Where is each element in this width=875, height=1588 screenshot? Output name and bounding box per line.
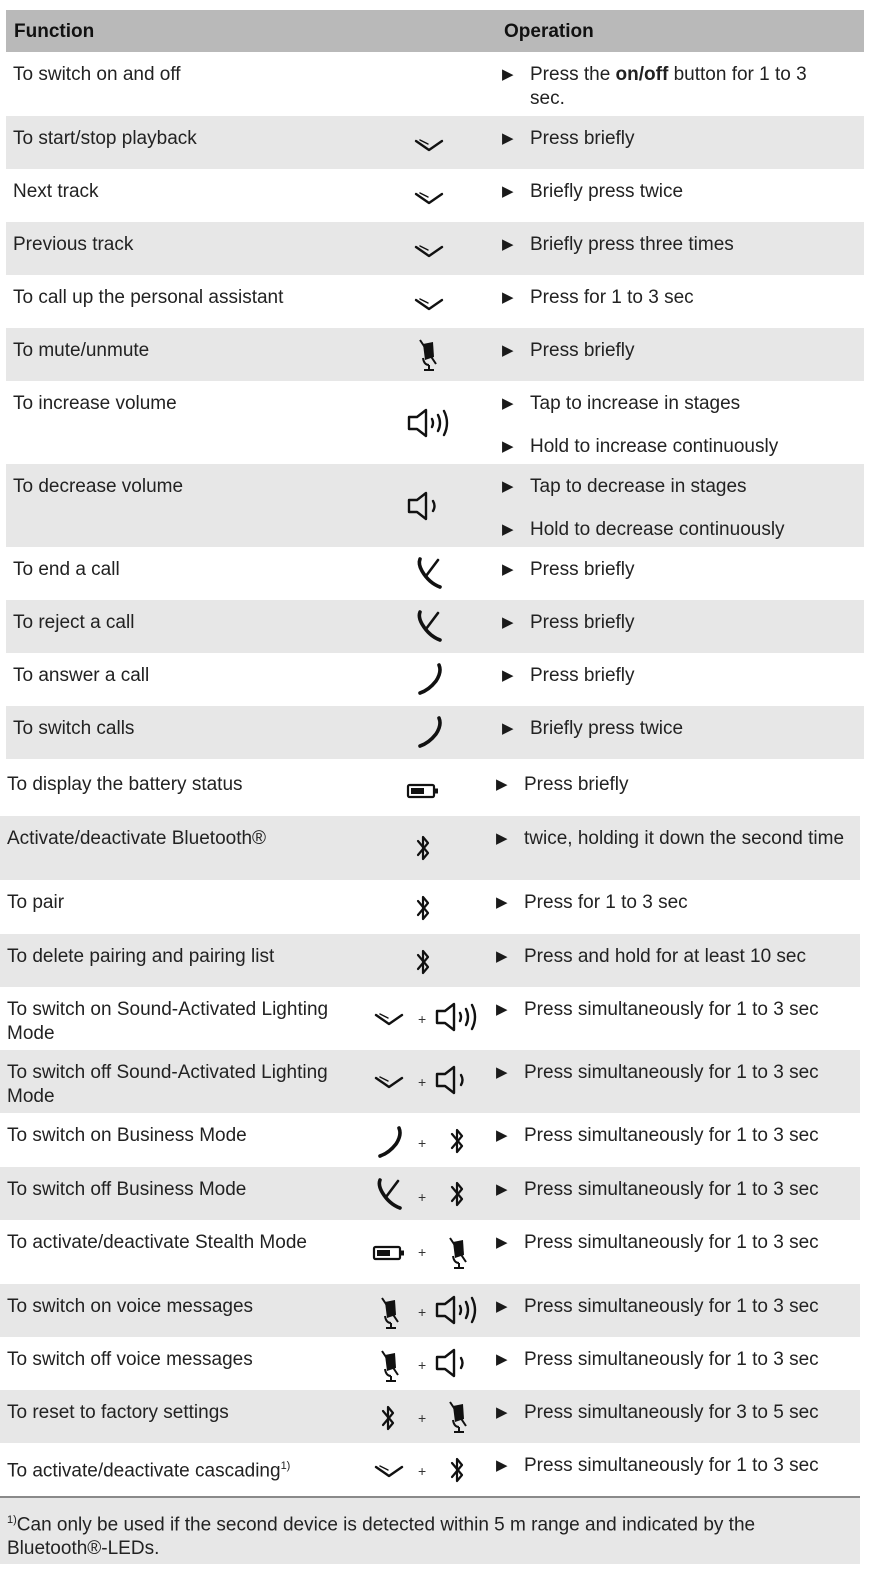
- bullet-icon: ▶: [502, 66, 514, 83]
- function-text: To switch on Business Mode: [7, 1125, 247, 1146]
- volume-up-icon: [434, 1001, 480, 1033]
- mute-microphone-icon: [378, 1349, 402, 1383]
- light-icon: [374, 1009, 404, 1029]
- function-text: To mute/unmute: [13, 340, 150, 361]
- table-row: [0, 762, 860, 816]
- function-text: To switch off Sound-Activated Lighting Mode: [7, 1062, 328, 1107]
- function-text: To reject a call: [13, 612, 135, 633]
- table-row: [0, 1050, 860, 1113]
- operation-text: ▶ Press briefly: [496, 774, 629, 795]
- footnote: [0, 1496, 860, 1564]
- mute-microphone-icon: [446, 1400, 470, 1434]
- function-text: To activate/deactivate Stealth Mode: [7, 1232, 307, 1253]
- table-row: [6, 600, 864, 653]
- light-icon: [414, 241, 444, 261]
- end-call-icon: [376, 1177, 404, 1211]
- operation-text: ▶ Press simultaneously for 1 to 3 sec: [496, 1062, 819, 1083]
- table-row: [0, 934, 860, 987]
- table-row: [0, 1113, 860, 1167]
- table-row: [6, 706, 864, 759]
- header-operation: Operation: [504, 21, 594, 42]
- operation-text: ▶ Press simultaneously for 1 to 3 sec: [496, 1232, 819, 1253]
- table-row: [0, 987, 860, 1050]
- battery-icon: [372, 1244, 406, 1262]
- function-text: To activate/deactivate cascading$^{1)}$: [7, 1460, 291, 1482]
- volume-down-icon: [434, 1347, 468, 1379]
- table-row: [6, 328, 864, 381]
- function-text: Previous track: [13, 234, 134, 255]
- table-header: [6, 10, 864, 52]
- table-row: [0, 1284, 860, 1337]
- function-text: To end a call: [13, 559, 120, 580]
- table-row: [6, 52, 864, 116]
- table-row: [0, 1220, 860, 1284]
- operation-text: ▶ Press briefly: [502, 128, 635, 149]
- answer-call-icon: [416, 662, 444, 696]
- operation-text: ▶ Press simultaneously for 1 to 3 sec: [496, 1296, 819, 1317]
- light-icon: [414, 188, 444, 208]
- bluetooth-icon: [447, 1125, 467, 1157]
- function-text: To start/stop playback: [13, 128, 197, 149]
- volume-up-icon: [406, 407, 452, 439]
- function-text: To delete pairing and pairing list: [7, 946, 275, 967]
- function-text: To switch calls: [13, 718, 135, 739]
- plus-sign: +: [418, 1189, 427, 1205]
- plus-sign: +: [418, 1244, 427, 1260]
- plus-sign: +: [418, 1135, 427, 1151]
- table-row: [0, 1390, 860, 1443]
- bluetooth-icon: [447, 1178, 467, 1210]
- function-text: To reset to factory settings: [7, 1402, 229, 1423]
- function-text: To answer a call: [13, 665, 150, 686]
- table-row: [0, 1167, 860, 1220]
- plus-sign: +: [418, 1357, 427, 1373]
- table-row: [0, 816, 860, 880]
- function-text: To increase volume: [13, 393, 177, 414]
- plus-sign: +: [418, 1011, 427, 1027]
- mute-microphone-icon: [416, 338, 440, 372]
- bluetooth-icon: [413, 892, 433, 924]
- operation-text: ▶ Press briefly: [502, 665, 635, 686]
- operation-text: ▶ Press the on/off button for 1 to 3 sec.: [502, 64, 807, 109]
- function-text: To decrease volume: [13, 476, 184, 497]
- header-function: Function: [14, 21, 95, 42]
- bluetooth-icon: [447, 1454, 467, 1486]
- function-text: To switch on voice messages: [7, 1296, 254, 1317]
- function-text: To pair: [7, 892, 65, 913]
- plus-sign: +: [418, 1074, 427, 1090]
- table-row: [0, 1337, 860, 1390]
- operation-text: ▶ Tap to increase in stages ▶ Hold to increase continuously: [502, 393, 779, 457]
- operation-text: ▶ Briefly press twice: [502, 181, 684, 202]
- function-text: To display the battery status: [7, 774, 243, 795]
- volume-up-icon: [434, 1294, 480, 1326]
- operation-text: ▶ Press for 1 to 3 sec: [496, 892, 688, 913]
- operation-text: ▶ Press simultaneously for 1 to 3 sec: [496, 1455, 819, 1476]
- plus-sign: +: [418, 1410, 427, 1426]
- light-icon: [374, 1072, 404, 1092]
- table-row: [0, 880, 860, 934]
- operation-text: ▶ Tap to decrease in stages ▶ Hold to decrease continuously: [502, 476, 785, 540]
- operation-text: ▶ Press briefly: [502, 559, 635, 580]
- volume-down-icon: [434, 1064, 468, 1096]
- plus-sign: +: [418, 1304, 427, 1320]
- end-call-icon: [416, 556, 444, 590]
- light-icon: [374, 1461, 404, 1481]
- function-text: Next track: [13, 181, 99, 202]
- table-row: [6, 169, 864, 222]
- light-icon: [414, 135, 444, 155]
- table-row: [6, 116, 864, 169]
- function-text: Activate/deactivate Bluetooth®: [7, 828, 267, 849]
- operation-text: ▶ Press briefly: [502, 612, 635, 633]
- operation-text: ▶ Press for 1 to 3 sec: [502, 287, 694, 308]
- plus-sign: +: [418, 1463, 427, 1479]
- operation-text: ▶ Press simultaneously for 1 to 3 sec: [496, 999, 819, 1020]
- function-text: To call up the personal assistant: [13, 287, 284, 308]
- function-text: To switch on and off: [13, 64, 181, 85]
- operation-text: ▶ Press simultaneously for 1 to 3 sec: [496, 1179, 819, 1200]
- table-row: [6, 547, 864, 600]
- bluetooth-icon: [413, 946, 433, 978]
- operation-text: ▶ twice, holding it down the second time: [496, 828, 845, 849]
- table-row: [6, 464, 864, 547]
- operation-text: ▶ Press briefly: [502, 340, 635, 361]
- table-row: [0, 1443, 860, 1496]
- table-row: [6, 275, 864, 328]
- operation-text: ▶ Briefly press twice: [502, 718, 684, 739]
- operation-text: ▶ Press simultaneously for 3 to 5 sec: [496, 1402, 819, 1423]
- function-text: To switch off voice messages: [7, 1349, 253, 1370]
- operation-text: ▶ Press and hold for at least 10 sec: [496, 946, 806, 967]
- mute-microphone-icon: [446, 1236, 470, 1270]
- table-row: [6, 381, 864, 464]
- footnote-text: $^{1)}$Can only be used if the second device is detected within 5 m range and indicated by the Bluetooth®-LEDs.: [7, 1514, 756, 1560]
- battery-icon: [406, 782, 440, 800]
- operation-text: ▶ Press simultaneously for 1 to 3 sec: [496, 1125, 819, 1146]
- operation-text: ▶ Briefly press three times: [502, 234, 734, 255]
- table-row: [6, 653, 864, 706]
- light-icon: [414, 294, 444, 314]
- bluetooth-icon: [378, 1402, 398, 1434]
- table-row: [6, 222, 864, 275]
- answer-call-icon: [416, 715, 444, 749]
- operation-text: ▶ Press simultaneously for 1 to 3 sec: [496, 1349, 819, 1370]
- answer-call-icon: [376, 1125, 404, 1159]
- function-text: To switch off Business Mode: [7, 1179, 247, 1200]
- end-call-icon: [416, 609, 444, 643]
- mute-microphone-icon: [378, 1296, 402, 1330]
- volume-down-icon: [406, 490, 440, 522]
- bluetooth-icon: [413, 832, 433, 864]
- function-text: To switch on Sound-Activated Lighting Mode: [7, 999, 329, 1044]
